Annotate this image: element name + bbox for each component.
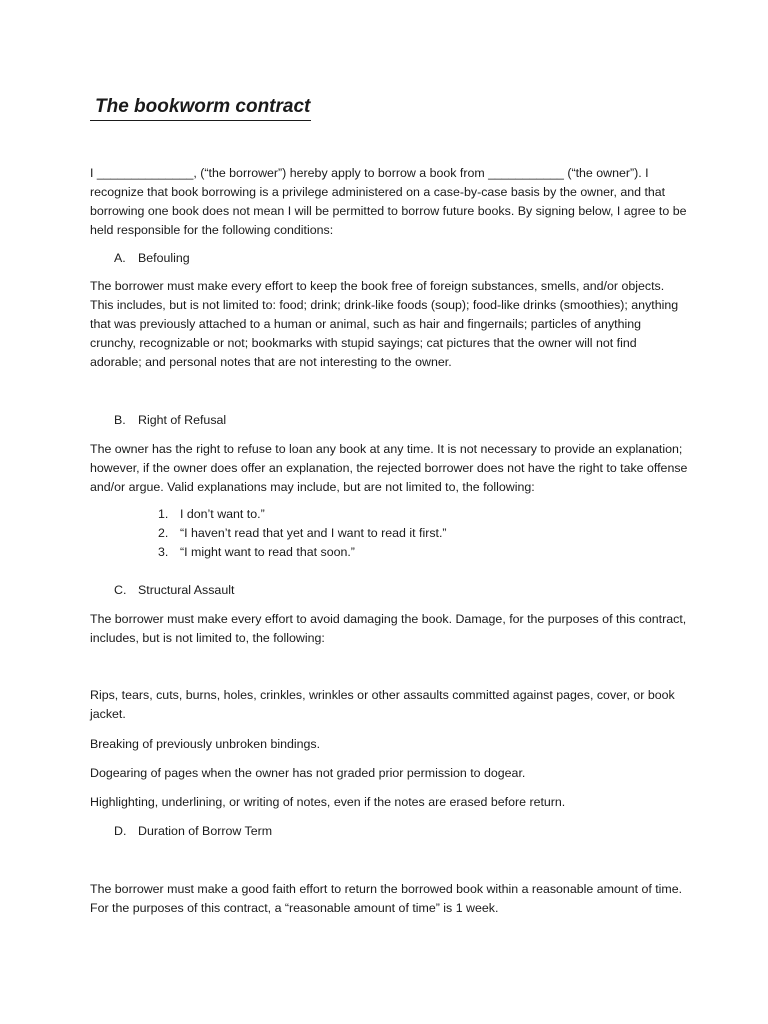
damage-item-bindings: Breaking of previously unbroken bindings. (90, 737, 321, 751)
document-title: The bookworm contract (90, 95, 311, 121)
list-item-number: 3. (158, 545, 169, 559)
section-d-title: Duration of Borrow Term (138, 824, 273, 838)
list-item-text: “I might want to read that soon.” (180, 545, 355, 559)
section-b-body: The owner has the right to refuse to loan any book at any time. It is not necessary to provide an explanation; however, if the owner does offer an explanation, the rejected borrower does not have the right to take offense and/or argue. Valid explanations may include, but are not limited to, the following: (90, 442, 688, 494)
damage-item-highlighting: Highlighting, underlining, or writing of notes, even if the notes are erased before return. (90, 795, 566, 809)
intro-paragraph: I ______________, (“the borrower”) hereby apply to borrow a book from ___________ (“the owner”). I recognize that book borrowing is a privilege administered on a case-by-case basis by the owner, and that borrowing one book does not mean I will be permitted to borrow future books. By signing below, I agree to be held responsible for the following conditions: (90, 166, 687, 237)
section-c-title: Structural Assault (138, 583, 235, 597)
section-a-heading (90, 249, 714, 268)
section-a-title: Befouling (138, 251, 190, 265)
section-a-body: The borrower must make every effort to keep the book free of foreign substances, smells, and/or objects. This includes, but is not limited to: food; drink; drink-like foods (soup); food-like drinks (smoothies); anything that was previously attached to a human or animal, such as hair and fingernails; particles of anything crunchy, recognizable or not; bookmarks with stupid sayings; cat pictures that the owner will not find adorable; and personal notes that are not interesting to the owner. (90, 279, 679, 369)
section-c-heading (90, 581, 714, 600)
list-item-number: 2. (158, 526, 169, 540)
section-b-heading (90, 411, 714, 430)
section-c-body: The borrower must make every effort to avoid damaging the book. Damage, for the purposes of this contract, includes, but is not limited to, the following: (90, 612, 687, 645)
list-item (158, 543, 758, 562)
list-item-text: “I haven’t read that yet and I want to read it first.” (180, 526, 447, 540)
list-item-number: 1. (158, 507, 169, 521)
list-item (158, 524, 758, 543)
section-b-title: Right of Refusal (138, 413, 227, 427)
damage-item-rips: Rips, tears, cuts, burns, holes, crinkles, wrinkles or other assaults committed against pages, cover, or book jacket. (90, 688, 675, 721)
section-d-heading (90, 822, 714, 841)
title-block (90, 95, 690, 121)
section-d-body: The borrower must make a good faith effort to return the borrowed book within a reasonable amount of time. For the purposes of this contract, a “reasonable amount of time” is 1 week. (90, 882, 683, 915)
list-item-text: I don’t want to.” (180, 507, 265, 521)
section-a-letter: A. (114, 251, 126, 265)
damage-item-dogearing: Dogearing of pages when the owner has not graded prior permission to dogear. (90, 766, 526, 780)
section-d-letter: D. (114, 824, 127, 838)
section-b-letter: B. (114, 413, 126, 427)
refusal-reasons-list (90, 505, 758, 562)
list-item (158, 505, 758, 524)
section-c-letter: C. (114, 583, 127, 597)
